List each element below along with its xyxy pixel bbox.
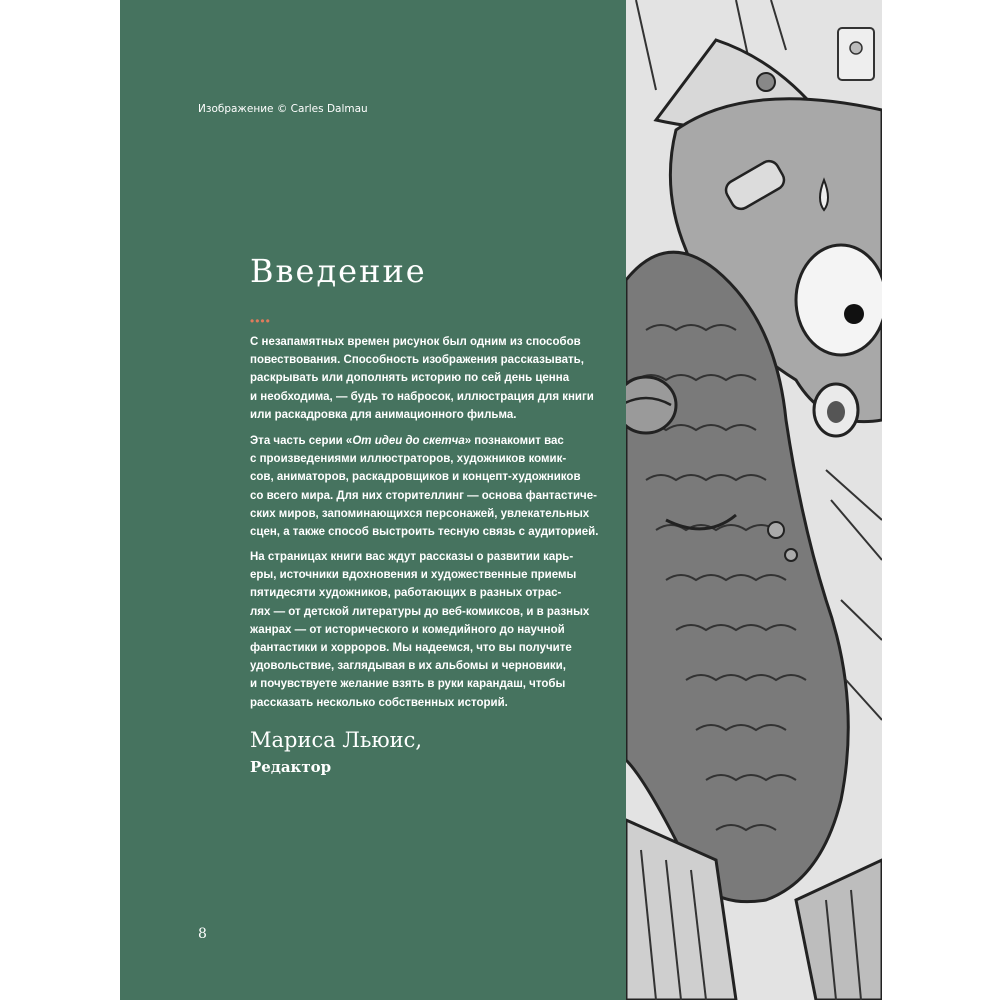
paragraph-1 <box>250 333 594 424</box>
page-title: Введение <box>250 252 427 290</box>
paragraph-line: сов, аниматоров, раскадровщиков и концепт-художников <box>250 471 581 484</box>
paragraph-line: ских миров, запоминающихся персонажей, увлекательных <box>250 507 590 520</box>
paragraph-line: или раскадровка для анимационного фильма. <box>250 408 517 421</box>
paragraph-line: раскрывать или дополнять историю по сей день ценна <box>250 372 570 385</box>
sketch-drawing <box>626 0 882 1000</box>
paragraph-text: » познакомит вас <box>464 435 564 447</box>
paragraph-line: пятидесяти художников, работающих в разных отрас- <box>250 587 562 600</box>
paragraph-line: На страницах книги вас ждут рассказы о развитии карь- <box>250 551 574 563</box>
paragraph-line: сцен, а также способ выстроить тесную связь с аудиторией. <box>250 526 599 539</box>
sketch-illustration <box>626 0 882 1000</box>
paragraph-3 <box>250 548 590 712</box>
signature-name: Мариса Льюис, <box>250 728 423 752</box>
paragraph-line: повествования. Способность изображения рассказывать, <box>250 354 584 367</box>
paragraph-line: с произведениями иллюстраторов, художников комик- <box>250 453 567 466</box>
paragraph-line: удовольствие, заглядывая в их альбомы и черновики, <box>250 660 566 673</box>
paragraph-text: Эта часть серии « <box>250 435 353 447</box>
paragraph-line: еры, источники вдохновения и художественные приемы <box>250 569 577 582</box>
image-credit: Изображение © Carles Dalmau <box>198 103 368 115</box>
paragraph-line: С незапамятных времен рисунок был одним из способов <box>250 336 581 348</box>
signature-role: Редактор <box>250 758 332 776</box>
decorative-divider: •••• <box>250 314 271 328</box>
page-number: 8 <box>198 926 207 942</box>
paragraph-line: со всего мира. Для них сторителлинг — основа фантастиче- <box>250 489 597 502</box>
paragraph-line <box>250 432 590 450</box>
paragraph-line: жанрах — от исторического и комедийного до научной <box>250 623 565 636</box>
paragraph-line: фантастики и хорроров. Мы надеемся, что вы получите <box>250 642 572 655</box>
paragraph-line: лях — от детской литературы до веб-комиксов, и в разных <box>250 605 590 618</box>
paragraph-line: рассказать несколько собственных историй. <box>250 696 508 709</box>
series-title: От идеи до скетча <box>352 435 465 447</box>
paragraph-line: и почувствуете желание взять в руки карандаш, чтобы <box>250 678 566 691</box>
paragraph-line: и необходима, — будь то набросок, иллюстрация для книги <box>250 390 594 403</box>
paragraph-2 <box>250 432 599 541</box>
